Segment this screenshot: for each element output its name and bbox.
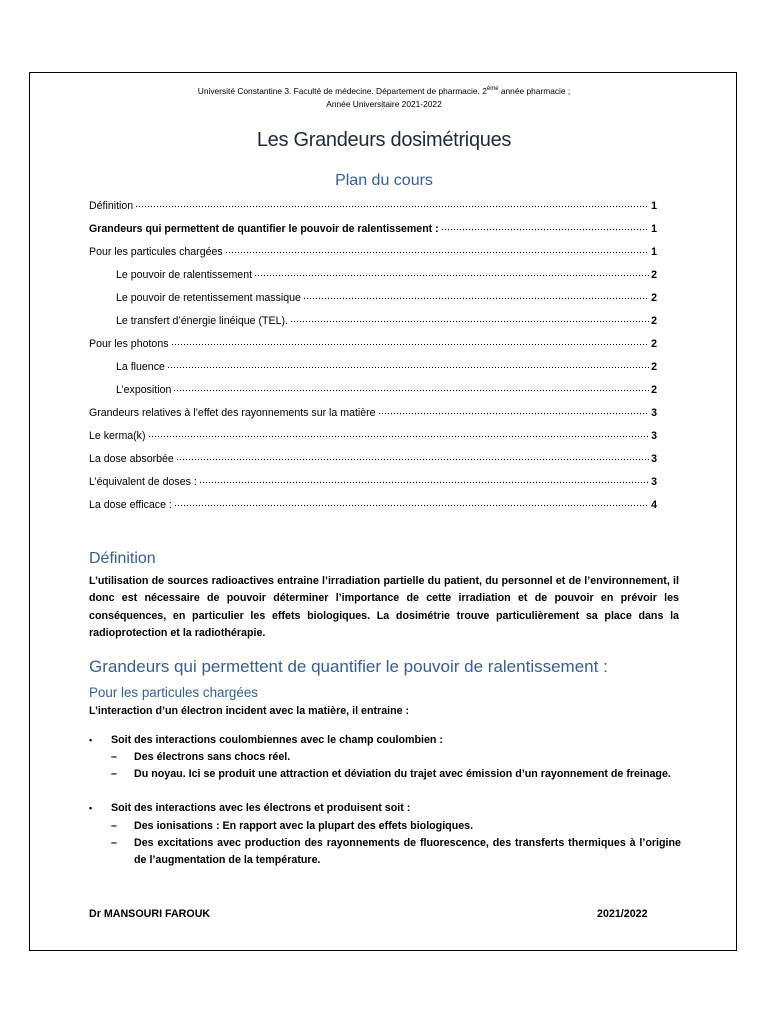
toc-entry[interactable] <box>116 287 657 303</box>
sub-item-text: Des excitations avec production des rayonnements de fluorescence, des transferts thermiques à l’origine de l’augmentation de la température. <box>134 837 681 867</box>
toc-page: 2 <box>651 292 657 304</box>
toc-label: La fluence <box>116 361 165 373</box>
toc-page: 2 <box>651 361 657 373</box>
toc-entry[interactable] <box>89 494 657 510</box>
toc-leader <box>199 471 649 485</box>
toc-leader <box>225 241 649 255</box>
toc-leader <box>176 448 649 462</box>
footer-year: 2021/2022 <box>597 908 648 920</box>
toc-entry[interactable] <box>89 241 657 257</box>
sub-item-text: Du noyau. Ici se produit une attraction et déviation du trajet avec émission d’un rayonnement de freinage. <box>134 768 671 780</box>
toc-entry[interactable] <box>89 448 657 464</box>
toc-entry[interactable] <box>116 356 657 372</box>
toc-label: Pour les particules chargées <box>89 246 223 258</box>
definition-paragraph: L’utilisation de sources radioactives entraine l’irradiation partielle du patient, du personnel et de l’environnement, il donc est nécessaire de pouvoir déterminer l’importance de cette irradiation et de pouvoir en prévoir les conséquences, en particulier les effets biologiques. La dosimétrie trouve particulièrement sa place dans la radioprotection et la radiothérapie. <box>89 575 679 640</box>
definition-heading: Définition <box>89 550 156 567</box>
footer-author: Dr MANSOURI FAROUK <box>89 908 211 920</box>
toc-page: 1 <box>651 246 657 258</box>
toc-leader <box>167 356 649 370</box>
toc-page: 3 <box>651 453 657 465</box>
toc-leader <box>135 195 649 209</box>
dash-marker: – <box>111 820 117 832</box>
toc-entry[interactable] <box>89 333 657 349</box>
toc-entry[interactable] <box>89 218 657 234</box>
toc-page: 1 <box>651 223 657 235</box>
grandeurs-heading: Grandeurs qui permettent de quantifier le pouvoir de ralentissement : <box>89 657 608 676</box>
bullet-text: Soit des interactions coulombiennes avec le champ coulombien : <box>111 734 443 746</box>
particules-subheading: Pour les particules chargées <box>89 685 258 700</box>
toc-leader <box>171 333 650 347</box>
toc-page: 3 <box>651 476 657 488</box>
toc-leader <box>290 310 649 324</box>
toc-entry[interactable] <box>89 425 657 441</box>
toc-label: Le transfert d’énergie linéique (TEL). <box>116 315 288 327</box>
toc-entry[interactable] <box>116 379 657 395</box>
toc-leader <box>303 287 649 301</box>
toc-entry[interactable] <box>116 264 657 280</box>
toc-leader <box>173 379 649 393</box>
sub-item-text: Des électrons sans chocs réel. <box>134 751 291 763</box>
toc-page: 2 <box>651 384 657 396</box>
toc-leader <box>378 402 650 416</box>
toc-label: La dose efficace : <box>89 499 172 511</box>
dash-marker: – <box>111 751 117 763</box>
toc-entry[interactable] <box>116 310 657 326</box>
toc-label: Pour les photons <box>89 338 169 350</box>
toc-label: Définition <box>89 200 134 212</box>
toc-label: Grandeurs qui permettent de quantifier le pouvoir de ralentissement : <box>89 223 439 235</box>
toc-page: 3 <box>651 407 657 419</box>
bullet-text: Soit des interactions avec les électrons et produisent soit : <box>111 802 411 814</box>
header-line-1: Université Constantine 3. Faculté de médecine. Département de pharmacie. 2ème année pharmacie ; <box>197 86 571 96</box>
toc-entry[interactable] <box>89 195 657 211</box>
toc-page: 1 <box>651 200 657 212</box>
toc-entry[interactable] <box>89 471 657 487</box>
toc-leader <box>174 494 649 508</box>
dash-marker: – <box>111 837 117 849</box>
toc-label: Le kerma(k) <box>89 430 146 442</box>
toc-leader <box>148 425 650 439</box>
document-title: Les Grandeurs dosimétriques <box>256 129 512 151</box>
sub-item-text: Des ionisations : En rapport avec la plupart des effets biologiques. <box>134 820 474 832</box>
toc-label: Le pouvoir de ralentissement <box>116 269 253 281</box>
toc-label: L’équivalent de doses : <box>89 476 197 488</box>
toc-page: 3 <box>651 430 657 442</box>
header-line-2: Année Universitaire 2021-2022 <box>326 99 442 109</box>
bullet-marker: • <box>89 735 93 745</box>
toc-leader <box>441 218 649 232</box>
toc-label: Le pouvoir de retentissement massique <box>116 292 301 304</box>
dash-marker: – <box>111 768 117 780</box>
toc-page: 2 <box>651 315 657 327</box>
toc-label: Grandeurs relatives à l’effet des rayonnements sur la matière <box>89 407 376 419</box>
bullet-marker: • <box>89 803 93 813</box>
toc-page: 2 <box>651 269 657 281</box>
toc-entry[interactable] <box>89 402 657 418</box>
toc-label: L’exposition <box>116 384 172 396</box>
toc-page: 4 <box>651 499 657 511</box>
plan-title: Plan du cours <box>335 172 433 189</box>
intro-text: L’interaction d’un électron incident avec la matière, il entraine : <box>89 705 410 717</box>
toc-label: La dose absorbée <box>89 453 174 465</box>
toc-leader <box>254 264 649 278</box>
toc-page: 2 <box>651 338 657 350</box>
